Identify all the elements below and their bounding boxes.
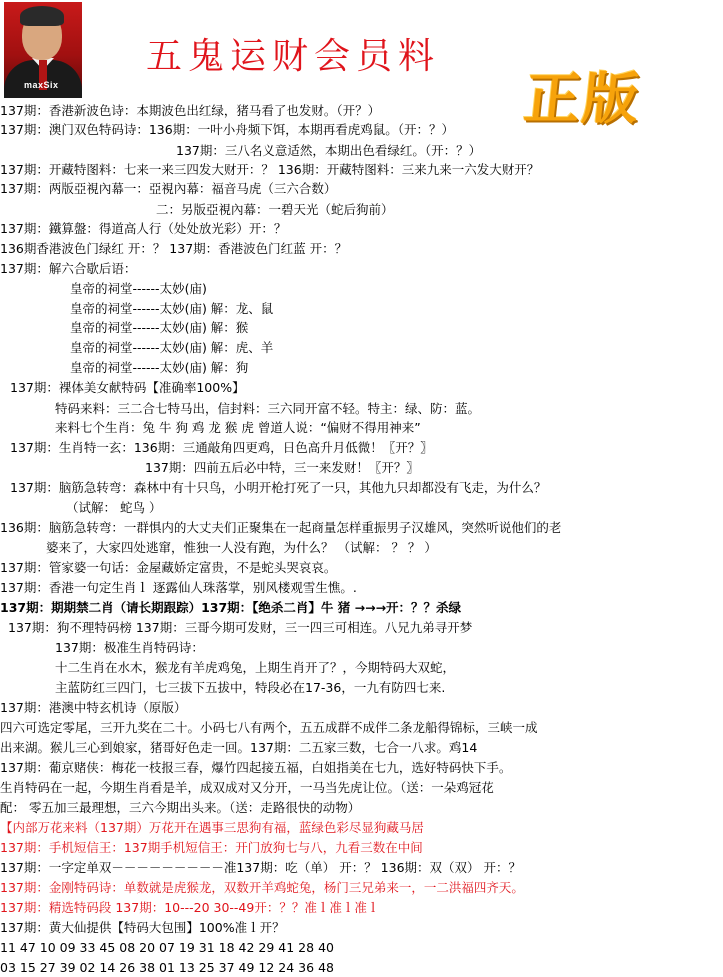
- text-line: 二：另版亞視內幕：一碧天光（蛇后狗前）: [156, 202, 394, 217]
- text-line: 皇帝的祠堂------太妙(庙) 解：虎、羊: [70, 340, 274, 355]
- text-line: 137期：澳门双色特码诗：136期：一叶小舟频下饵，本期再看虎鸡鼠。（开：？）: [0, 122, 454, 137]
- text-line: 137期：香港一句定生肖ｌ 逐露仙人珠落掌，别风楼观雪生憔。.: [0, 580, 357, 595]
- text-line: 137期：管家婆一句话：金屋藏娇定富贵，不是蛇头哭哀哀。: [0, 560, 337, 575]
- text-line: 137期：两版亞視內幕一：亞視內幕：福音马虎（三六合数）: [0, 181, 337, 196]
- text-line: 137期：三八名义意适然，本期出色看绿红。（开：？）: [176, 143, 482, 158]
- text-line: 特码来料：三二合七特马出，信封料：三六同开富不轻。特主：绿、防：蓝。: [55, 401, 481, 416]
- text-line: 137期：四前五后必中特，三一来发财！〖开？〗: [145, 460, 419, 475]
- text-line: 137期：狗不理特码榜 137期：三哥今期可发财，三一四三可相连。八兄九弟寻开梦: [8, 620, 473, 635]
- text-line: 137期：生肖特一玄：136期：三通敲角四更鸡，日色高升月低微！〖开？〗: [10, 440, 433, 455]
- text-line: 十二生肖在水木，猴龙有羊虎鸡兔，上期生肖开了？，今期特码大双蛇，: [55, 660, 456, 675]
- text-line: 出来湖。猴儿三心到娘家，猪哥好色走一回。137期：二五家三数，七合一八求。鸡14: [0, 740, 478, 755]
- text-line: 配： 零五加三最理想，三六今期出头来。（送：走路很快的动物）: [0, 800, 361, 815]
- text-line: 137期：一字定单双－－－－－－－－－准137期：吃（单） 开：？ 136期：双（双） 开：？: [0, 860, 521, 875]
- avatar: [4, 2, 82, 98]
- text-line: 137期：裸体美女献特码【准确率100%】: [10, 380, 245, 395]
- text-line: 皇帝的祠堂------太妙(庙) 解：龙、鼠: [70, 301, 274, 316]
- page-title: 五鬼运财会员料: [146, 36, 441, 77]
- text-line: 四六可选定零尾，三开九奖在二十。小码七八有两个，五五成群不成伴二条龙船得锦标，三峡一成: [0, 720, 538, 735]
- text-line: 主蓝防红三四门，七三拔下五拔中，特段必在17-36，一九有防四七来.: [55, 680, 446, 695]
- text-line: 婆来了，大家四处逃窜，惟独一人没有跑，为什么？ （试解： ？ ？ ）: [46, 540, 437, 555]
- genuine-badge: 正版: [521, 67, 644, 132]
- text-line: 生肖特码在一起，今期生肖看是羊，成双成对又分开，一马当先虎让位。（送：一朵鸡冠花: [0, 780, 494, 795]
- text-line: 来料七个生肖：兔 牛 狗 鸡 龙 猴 虎 曾道人说：“偏财不得用神来”: [55, 420, 421, 435]
- text-line-red: 【内部万花来料（137期）万花开在遇事三思狗有福，蓝绿色彩尽显狗藏马居: [0, 820, 424, 835]
- text-line: 136期香港波色门绿红 开：？ 137期：香港波色门红蓝 开：？: [0, 241, 348, 256]
- text-line: 137期：香港新波色诗：本期波色出红绿，猪马看了也发财。（开？）: [0, 103, 381, 118]
- text-line-red: 137期：手机短信王：137期手机短信王：开门放狗七与八，九看三数在中间: [0, 840, 423, 855]
- text-line: 137期：港澳中特玄机诗（原版）: [0, 700, 187, 715]
- text-line: 皇帝的祠堂------太妙(庙) 解：猴: [70, 320, 249, 335]
- text-line: 137期：葡京赌侠：梅花一枝报三春，爆竹四起接五福，白姐指美在七九，选好特码快下手。: [0, 760, 512, 775]
- text-line: 137期：期期禁二肖（请长期跟踪）137期：【绝杀二肖】牛 猪 →→→开：？？杀绿: [0, 600, 462, 615]
- text-line: 137期：脑筋急转弯：森林中有十只鸟，小明开枪打死了一只，其他九只却都没有飞走，为什么？: [10, 480, 547, 495]
- number-line: 03 15 27 39 02 14 26 38 01 13 25 37 49 12 24 36 48: [0, 960, 334, 975]
- text-line: （试解： 蛇鸟 ）: [66, 500, 162, 515]
- text-line: 137期：开藏特图料：七来一来三四发大财开：？ 136期：开藏特图料：三来九来一六发大财开？: [0, 162, 540, 177]
- text-line-red: 137期：精选特码段 137期：10---20 30--49开：？？准ｌ准ｌ准ｌ: [0, 900, 380, 915]
- text-line: 皇帝的祠堂------太妙(庙): [70, 281, 207, 296]
- text-line-red: 137期：金刚特码诗：单数就是虎猴龙，双数开羊鸡蛇兔，杨门三兄弟来一，一二洪福四齐天。: [0, 880, 524, 895]
- avatar-hair: [20, 6, 64, 26]
- text-line: 137期：解六合歇后语：: [0, 261, 137, 276]
- text-line: 137期：极准生肖特码诗：: [55, 640, 204, 655]
- text-line: 皇帝的祠堂------太妙(庙) 解：狗: [70, 360, 249, 375]
- text-line: 136期：脑筋急转弯：一群惧内的大丈夫们正聚集在一起商量怎样重振男子汉雄风，突然听说他们的老: [0, 520, 562, 535]
- text-line: 137期：黄大仙提供【特码大包围】100%准ｌ开？: [0, 920, 285, 935]
- text-line: 137期：鐵算盤：得道高人行（处处放光彩）开：？: [0, 221, 287, 236]
- avatar-watermark: maxSix: [24, 80, 59, 90]
- number-line: 11 47 10 09 33 45 08 20 07 19 31 18 42 29 41 28 40: [0, 940, 334, 955]
